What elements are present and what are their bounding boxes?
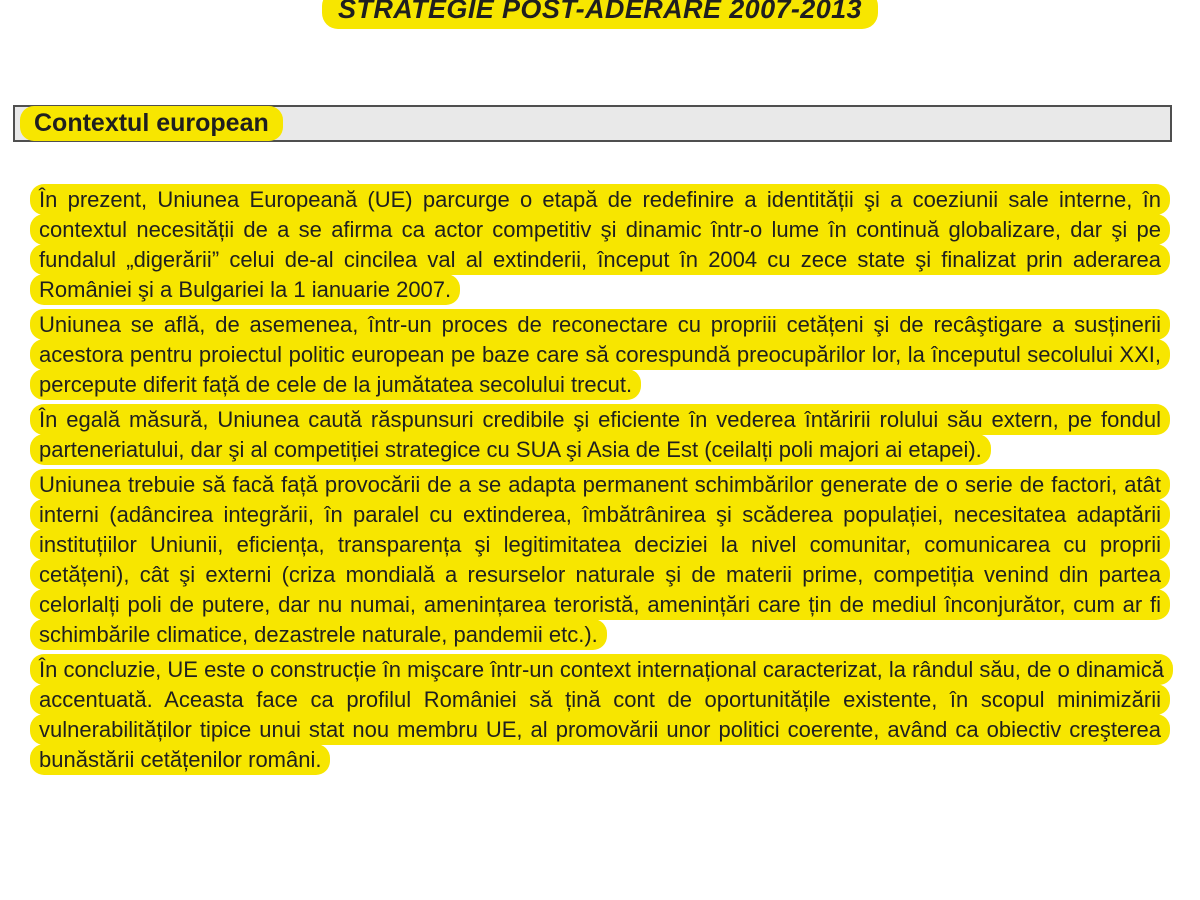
paragraph-text: Uniunea trebuie să facă față provocării de a se adapta permanent schimbărilor generate de o serie de factori, atât interni (adâncirea integrării, în paralel cu extinderea, îmbătrânirea şi scăderea populației, necesitatea adaptării instituțiilor Uniunii, eficiența, transparența şi legitimitatea deciziei la nivel comunitar, comunicarea cu proprii cetățeni), cât şi externi (criza mondială a resurselor naturale şi de materii prime, competiția venind din partea celorlalți poli de putere, dar nu numai, amenințarea teroristă, amenințări care țin de mediul înconjurător, cum ar fi schimbările climatice, dezastrele naturale, pandemii etc.). [30, 469, 1170, 650]
paragraph [30, 310, 1170, 400]
paragraph [30, 185, 1170, 305]
document-title-row [0, 0, 1200, 29]
paragraph [30, 655, 1170, 775]
paragraph [30, 405, 1170, 465]
paragraph-text: În egală măsură, Uniunea caută răspunsuri credibile şi eficiente în vederea întăririi rolului său extern, pe fondul parteneriatului, dar şi al competiției strategice cu SUA şi Asia de Est (ceilalți poli majori ai etapei). [30, 404, 1170, 465]
paragraph [30, 470, 1170, 650]
paragraph-text: În prezent, Uniunea Europeană (UE) parcurge o etapă de redefinire a identității şi a coeziunii sale interne, în contextul necesității de a se afirma ca actor competitiv şi dinamic într-o lume în continuă globalizare, dar şi pe fundalul „digerării” celui de-al cincilea val al extinderii, început în 2004 cu zece state şi finalizat prin aderarea României şi a Bulgariei la 1 ianuarie 2007. [30, 184, 1170, 305]
paragraph-text: Uniunea se află, de asemenea, într-un proces de reconectare cu propriii cetățeni şi de recâştigare a susținerii acestora pentru proiectul politic european pe baze care să corespundă preocupărilor lor, la începutul secolului XXI, percepute diferit față de cele de la jumătatea secolului trecut. [30, 309, 1170, 400]
document-title: STRATEGIE POST-ADERARE 2007-2013 [322, 0, 878, 29]
section-header: Contextul european [20, 106, 283, 141]
document-body [30, 185, 1170, 775]
paragraph-text: În concluzie, UE este o construcție în mişcare într-un context internațional caracterizat, la rândul său, de o dinamică accentuată. Aceasta face ca profilul României să țină cont de oportunitățile existente, în scopul minimizării vulnerabilităților tipice unui stat nou membru UE, al promovării unor politici coerente, având ca obiectiv creşterea bunăstării cetățenilor români. [30, 654, 1173, 775]
section-header-bar [13, 105, 1172, 142]
